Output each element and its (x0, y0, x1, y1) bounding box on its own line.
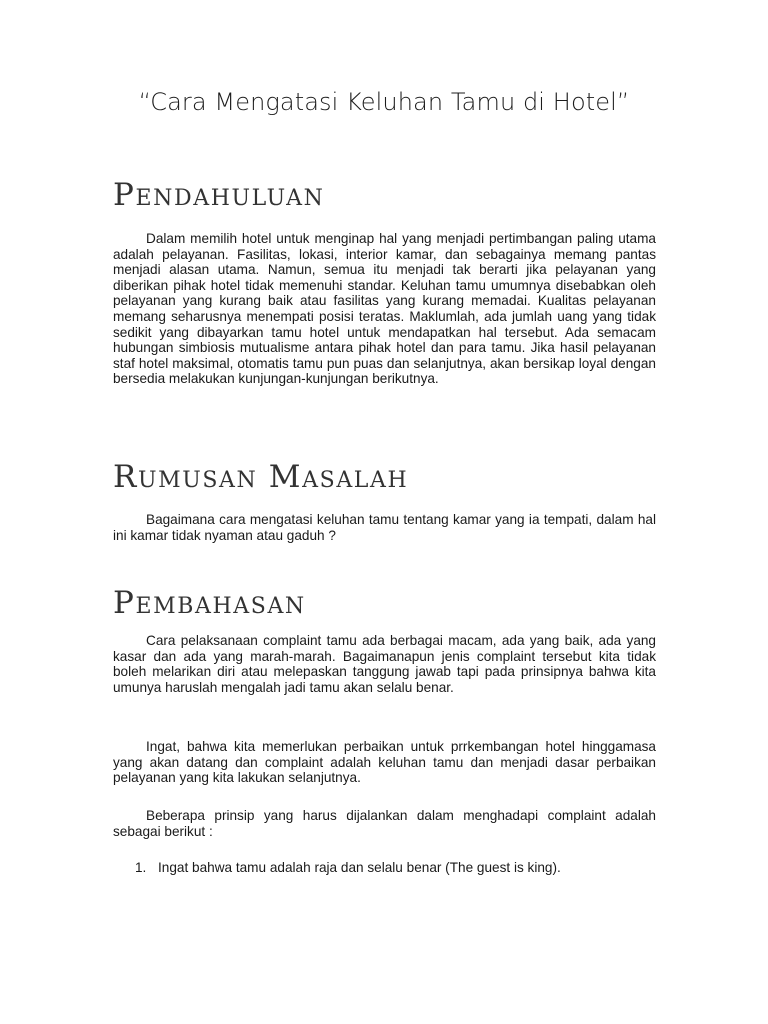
paragraph-text: Bagaimana cara mengatasi keluhan tamu tentang kamar yang ia tempati, dalam hal ini kamar tidak nyaman atau gaduh ? (113, 512, 656, 543)
principles-list (113, 860, 656, 876)
list-item-number: 1. (135, 860, 147, 875)
paragraph-pembahasan-2 (113, 739, 656, 786)
paragraph-text: Beberapa prinsip yang harus dijalankan dalam menghadapi complaint adalah sebagai berikut : (113, 808, 656, 839)
section-heading-pendahuluan: Pendahuluan (113, 177, 325, 213)
paragraph-text: Dalam memilih hotel untuk menginap hal yang menjadi pertimbangan paling utama adalah pelayanan. Fasilitas, lokasi, interior kamar, dan sebagainya memang pantas menjadi alasan utama. Namun, semua itu menjadi tak berarti jika pelayanan yang diberikan pihak hotel tidak memenuhi standar. Keluhan tamu umumnya disebabkan oleh pelayanan yang kurang baik atau fasilitas yang kurang memadai. Kualitas pelayanan memang seharusnya menempati posisi teratas. Maklumlah, ada jumlah uang yang tidak sedikit yang dibayarkan tamu hotel untuk mendapatkan hal tersebut. Ada semacam hubungan simbiosis mutualisme antara pihak hotel dan para tamu. Jika hasil pelayanan staf hotel maksimal, otomatis tamu pun puas dan selanjutnya, akan bersikap loyal dengan bersedia melakukan kunjungan-kunjungan berikutnya. (113, 231, 656, 387)
list-item (113, 860, 656, 876)
section-heading-rumusan-masalah: Rumusan Masalah (113, 459, 409, 495)
paragraph-pendahuluan (113, 231, 656, 387)
document-title: “Cara Mengatasi Keluhan Tamu di Hotel” (138, 88, 630, 116)
paragraph-pembahasan-3 (113, 808, 656, 839)
paragraph-text: Cara pelaksanaan complaint tamu ada berbagai macam, ada yang baik, ada yang kasar dan ada yang marah-marah. Bagaimanapun jenis complaint tersebut kita tidak boleh melarikan diri atau melepaskan tanggung jawab tapi pada prinsipnya bahwa kita umunya haruslah mengalah jadi tamu akan selalu benar. (113, 633, 656, 695)
paragraph-text: Ingat, bahwa kita memerlukan perbaikan untuk prrkembangan hotel hinggamasa yang akan datang dan complaint adalah keluhan tamu dan menjadi dasar perbaikan pelayanan yang kita lakukan selanjutnya. (113, 739, 656, 786)
paragraph-rumusan-masalah (113, 512, 656, 543)
list-item-text: Ingat bahwa tamu adalah raja dan selalu benar (The guest is king). (158, 860, 561, 875)
section-heading-pembahasan: Pembahasan (113, 585, 306, 621)
paragraph-pembahasan-1 (113, 633, 656, 695)
